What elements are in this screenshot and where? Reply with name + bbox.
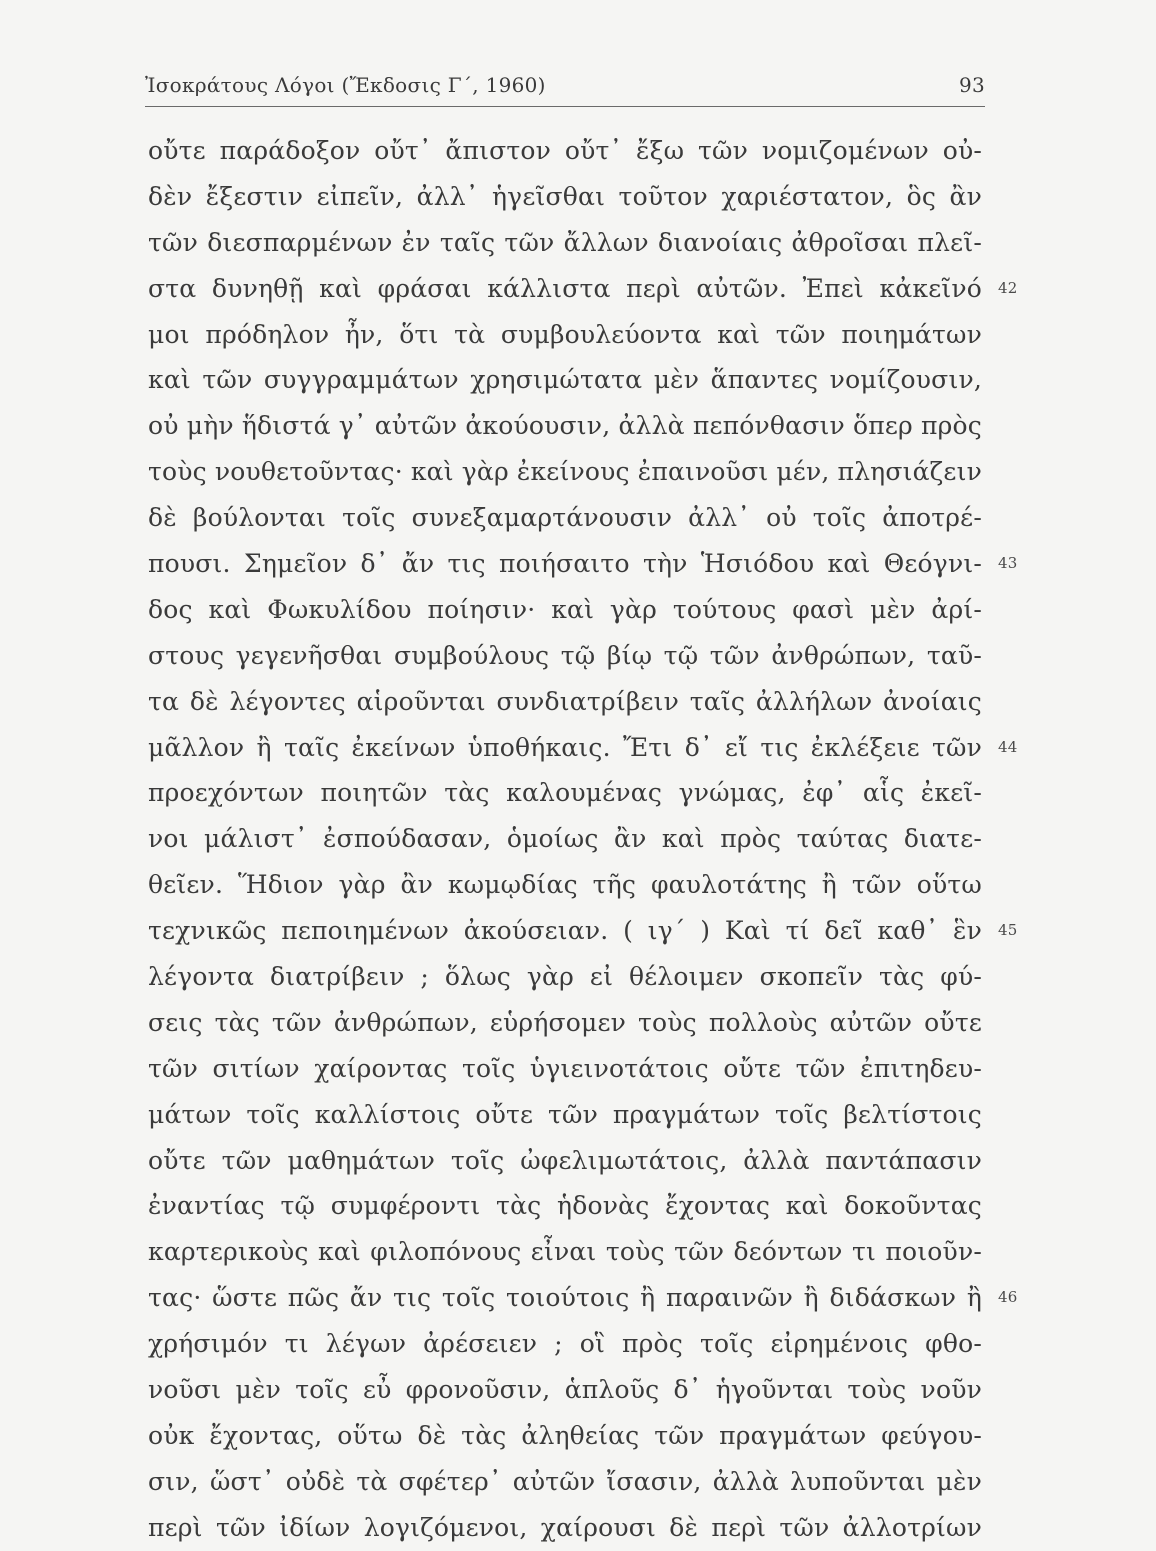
page-number: 93 <box>958 73 985 97</box>
text-line <box>148 954 982 1000</box>
text-line <box>148 403 982 449</box>
text-line-content: προεχόντων ποιητῶν τὰς καλουμένας γνώμας, ἐφ᾽ αἷς ἐκεῖ- <box>148 778 982 808</box>
text-line <box>148 128 982 174</box>
marginal-section-number: 43 <box>998 554 1018 573</box>
text-line <box>148 174 982 220</box>
text-line-content: τας· ὥστε πῶς ἄν τις τοῖς τοιούτοις ἢ παραινῶν ἢ διδάσκων ἢ <box>148 1283 982 1313</box>
text-line-content: μοι πρόδηλον ἦν, ὅτι τὰ συμβουλεύοντα καὶ τῶν ποιημάτων <box>148 319 982 349</box>
text-line-content: τῶν σιτίων χαίροντας τοῖς ὑγιεινοτάτοις οὔτε τῶν ἐπιτηδευ- <box>148 1053 982 1083</box>
body-text <box>148 128 1018 1551</box>
marginal-section-number: 46 <box>998 1288 1018 1307</box>
text-line-content: μάτων τοῖς καλλίστοις οὔτε τῶν πραγμάτων τοῖς βελτίστοις <box>148 1099 982 1129</box>
text-line-content: καὶ τῶν συγγραμμάτων χρησιμώτατα μὲν ἅπαντες νομίζουσιν, <box>148 365 982 395</box>
text-line <box>148 1275 1018 1321</box>
text-line <box>148 725 1018 771</box>
text-line <box>148 1459 982 1505</box>
text-line-content: τα δὲ λέγοντες αἱροῦνται συνδιατρίβειν ταῖς ἀλλήλων ἀνοίαις <box>148 686 982 716</box>
text-line-content: οὐκ ἔχοντας, οὕτω δὲ τὰς ἀληθείας τῶν πραγμάτων φεύγου- <box>148 1420 982 1450</box>
text-line <box>148 816 982 862</box>
text-line <box>148 1505 982 1551</box>
text-line <box>148 770 982 816</box>
text-line-content: περὶ τῶν ἰδίων λογιζόμενοι, χαίρουσι δὲ περὶ τῶν ἀλλοτρίων <box>148 1512 982 1542</box>
text-line <box>148 312 982 358</box>
running-head-title: Ἰσοκράτους Λόγοι (Ἔκδοσις Γ΄, 1960) <box>145 73 546 97</box>
text-line-content: μᾶλλον ἢ ταῖς ἐκείνων ὑποθήκαις. Ἔτι δ᾽ εἴ τις ἐκλέξειε τῶν <box>148 732 982 762</box>
text-line-content: πουσι. Σημεῖον δ᾽ ἄν τις ποιήσαιτο τὴν Ἡσιόδου καὶ Θεόγνι- <box>148 549 982 579</box>
text-line <box>148 1413 982 1459</box>
text-line <box>148 1138 982 1184</box>
text-line-content: οὐ μὴν ἥδιστά γ᾽ αὐτῶν ἀκούουσιν, ἀλλὰ πεπόνθασιν ὅπερ πρὸς <box>148 411 982 441</box>
text-line-content: νοῦσι μὲν τοῖς εὖ φρονοῦσιν, ἁπλοῦς δ᾽ ἡγοῦνται τοὺς νοῦν <box>148 1375 982 1405</box>
text-line <box>148 541 1018 587</box>
text-line-content: νοι μάλιστ᾽ ἐσπούδασαν, ὁμοίως ἂν καὶ πρὸς ταύτας διατε- <box>148 824 982 854</box>
text-line-content: χρήσιμόν τι λέγων ἀρέσειεν ; οἳ πρὸς τοῖς εἰρημένοις φθο- <box>148 1329 982 1359</box>
text-line <box>148 1046 982 1092</box>
header-rule <box>145 106 985 107</box>
text-line-content: οὔτε τῶν μαθημάτων τοῖς ὠφελιμωτάτοις, ἀλλὰ παντάπασιν <box>148 1145 982 1175</box>
text-line <box>148 357 982 403</box>
text-line-content: στα δυνηθῇ καὶ φράσαι κάλλιστα περὶ αὐτῶν. Ἐπεὶ κἀκεῖνό <box>148 273 982 303</box>
text-line-content: στους γεγενῆσθαι συμβούλους τῷ βίῳ τῷ τῶν ἀνθρώπων, ταῦ- <box>148 640 982 670</box>
text-line <box>148 908 1018 954</box>
text-line <box>148 679 982 725</box>
text-line <box>148 1092 982 1138</box>
text-line <box>148 587 982 633</box>
marginal-section-number: 44 <box>998 737 1018 756</box>
text-line-content: σιν, ὥστ᾽ οὐδὲ τὰ σφέτερ᾽ αὐτῶν ἴσασιν, ἀλλὰ λυποῦνται μὲν <box>148 1466 982 1496</box>
text-line <box>148 495 982 541</box>
running-head <box>145 70 985 104</box>
text-line <box>148 220 982 266</box>
text-line <box>148 1183 982 1229</box>
text-line-content: δὲν ἔξεστιν εἰπεῖν, ἀλλ᾽ ἡγεῖσθαι τοῦτον χαριέστατον, ὃς ἂν <box>148 181 982 211</box>
text-line-content: σεις τὰς τῶν ἀνθρώπων, εὑρήσομεν τοὺς πολλοὺς αὐτῶν οὔτε <box>148 1007 982 1037</box>
text-line-content: θεῖεν. Ἥδιον γὰρ ἂν κωμῳδίας τῆς φαυλοτάτης ἢ τῶν οὕτω <box>148 870 982 900</box>
text-line-content: ἐναντίας τῷ συμφέροντι τὰς ἡδονὰς ἔχοντας καὶ δοκοῦντας <box>148 1191 982 1221</box>
text-line-content: δὲ βούλονται τοῖς συνεξαμαρτάνουσιν ἀλλ᾽ οὐ τοῖς ἀποτρέ- <box>148 503 982 533</box>
marginal-section-number: 45 <box>998 921 1018 940</box>
text-line <box>148 266 1018 312</box>
marginal-section-number: 42 <box>998 278 1018 297</box>
text-line-content: τοὺς νουθετοῦντας· καὶ γὰρ ἐκείνους ἐπαινοῦσι μέν, πλησιάζειν <box>148 457 982 487</box>
text-line <box>148 633 982 679</box>
text-line <box>148 1000 982 1046</box>
text-line <box>148 1367 982 1413</box>
text-line <box>148 449 982 495</box>
text-line <box>148 1229 982 1275</box>
text-line-content: λέγοντα διατρίβειν ; ὅλως γὰρ εἰ θέλοιμεν σκοπεῖν τὰς φύ- <box>148 962 982 992</box>
text-line <box>148 1321 982 1367</box>
text-line-content: δος καὶ Φωκυλίδου ποίησιν· καὶ γὰρ τούτους φασὶ μὲν ἀρί- <box>148 594 982 624</box>
text-line-content: τῶν διεσπαρμένων ἐν ταῖς τῶν ἄλλων διανοίαις ἀθροῖσαι πλεῖ- <box>148 227 982 257</box>
text-line-content: καρτερικοὺς καὶ φιλοπόνους εἶναι τοὺς τῶν δεόντων τι ποιοῦν- <box>148 1237 982 1267</box>
text-line-content: οὔτε παράδοξον οὔτ᾽ ἄπιστον οὔτ᾽ ἔξω τῶν νομιζομένων οὐ- <box>148 136 982 165</box>
text-line-content: τεχνικῶς πεποιημένων ἀκούσειαν. ( ιγ΄ ) Καὶ τί δεῖ καθ᾽ ἓν <box>148 916 982 946</box>
text-line <box>148 862 982 908</box>
